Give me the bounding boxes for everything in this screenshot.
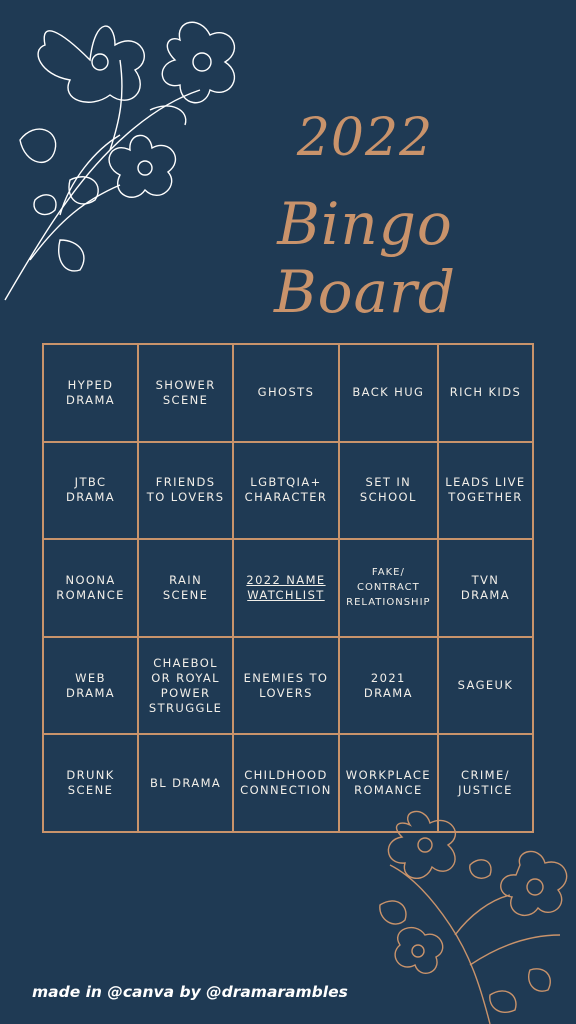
bingo-cell[interactable]: FAKE/ CONTRACT RELATIONSHIP <box>339 539 438 637</box>
bingo-cell[interactable]: 2021 DRAMA <box>339 637 438 735</box>
bingo-cell[interactable]: WEB DRAMA <box>43 637 138 735</box>
bingo-grid <box>42 343 534 833</box>
bingo-cell[interactable]: FRIENDS TO LOVERS <box>138 442 233 540</box>
free-space-label: 2022 NAME WATCHLIST <box>246 572 326 602</box>
bingo-cell[interactable]: TVN DRAMA <box>438 539 533 637</box>
bingo-cell[interactable]: WORKPLACE ROMANCE <box>339 734 438 832</box>
bingo-free-space[interactable] <box>233 539 339 637</box>
bingo-cell[interactable]: LEADS LIVE TOGETHER <box>438 442 533 540</box>
bingo-cell[interactable]: RAIN SCENE <box>138 539 233 637</box>
title-main: Bingo Board <box>274 190 456 326</box>
bingo-cell[interactable]: CHILDHOOD CONNECTION <box>233 734 339 832</box>
footer-credit: made in @canva by @dramarambles <box>32 983 348 1001</box>
bingo-cell[interactable]: NOONA ROMANCE <box>43 539 138 637</box>
bingo-cell[interactable]: SET IN SCHOOL <box>339 442 438 540</box>
bingo-cell[interactable]: DRUNK SCENE <box>43 734 138 832</box>
bingo-cell[interactable]: GHOSTS <box>233 344 339 442</box>
bingo-cell[interactable]: BACK HUG <box>339 344 438 442</box>
bingo-cell[interactable]: BL DRAMA <box>138 734 233 832</box>
bingo-cell[interactable]: LGBTQIA+ CHARACTER <box>233 442 339 540</box>
title-year: 2022 <box>296 108 434 168</box>
floral-illustration-bottom <box>370 805 576 1024</box>
bingo-cell[interactable]: SAGEUK <box>438 637 533 735</box>
bingo-cell[interactable]: ENEMIES TO LOVERS <box>233 637 339 735</box>
bingo-cell[interactable]: HYPED DRAMA <box>43 344 138 442</box>
bingo-cell[interactable]: RICH KIDS <box>438 344 533 442</box>
bingo-cell[interactable]: CHAEBOL OR ROYAL POWER STRUGGLE <box>138 637 233 735</box>
bingo-cell[interactable]: SHOWER SCENE <box>138 344 233 442</box>
bingo-cell[interactable]: CRIME/ JUSTICE <box>438 734 533 832</box>
bingo-cell[interactable]: JTBC DRAMA <box>43 442 138 540</box>
